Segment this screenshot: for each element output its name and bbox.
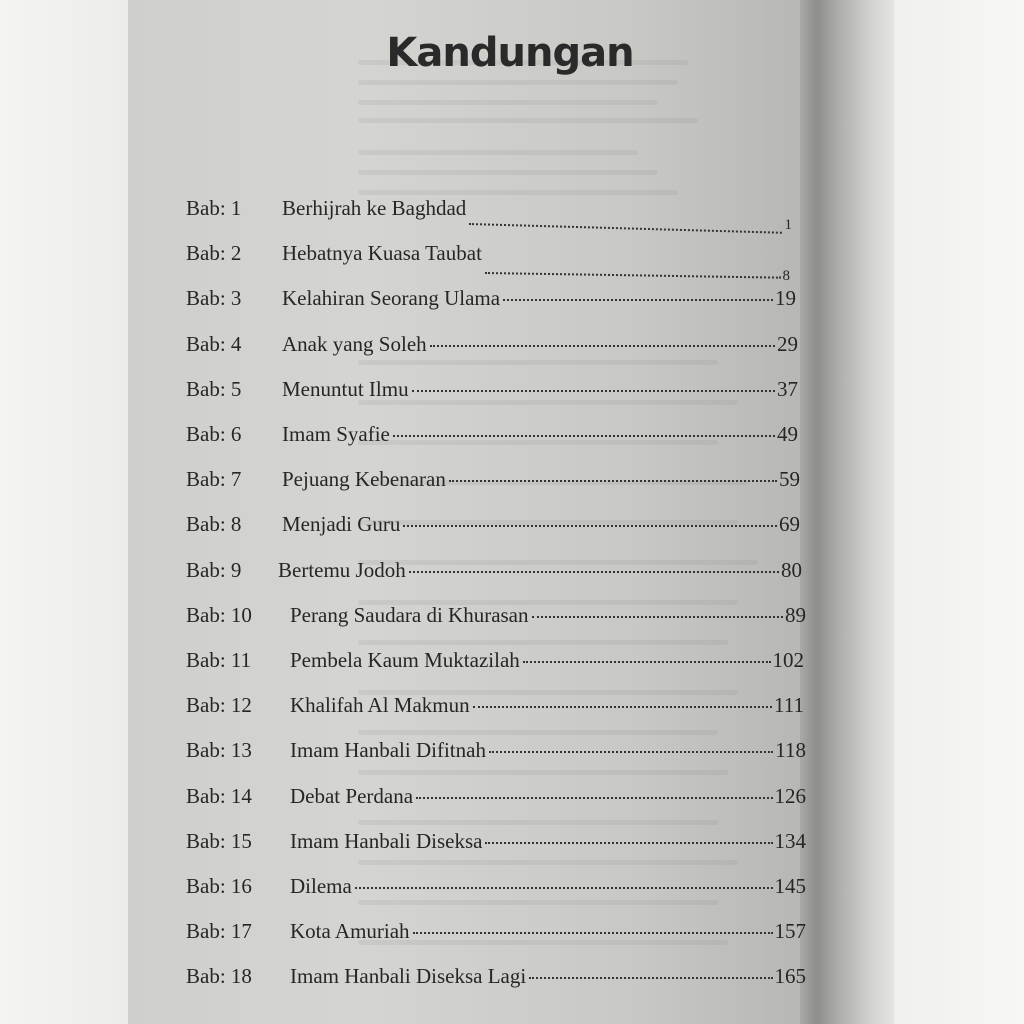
page-number: 145 xyxy=(774,874,806,898)
chapter-label: Bab: 14 xyxy=(186,783,252,808)
page-number: 49 xyxy=(777,422,798,446)
page-number: 29 xyxy=(777,331,798,356)
toc-row xyxy=(186,422,806,452)
chapter-title: Kota Amuriah xyxy=(290,919,410,944)
toc-row xyxy=(186,693,806,723)
dot-leader xyxy=(403,525,777,527)
chapter-title: Hebatnya Kuasa Taubat xyxy=(282,241,482,266)
chapter-label: Bab: 10 xyxy=(186,602,252,627)
page-number: 1 xyxy=(784,217,792,233)
bleed-through-line xyxy=(358,170,658,175)
toc-row xyxy=(186,919,806,949)
toc-row xyxy=(186,784,806,814)
toc-row xyxy=(186,829,806,859)
chapter-title: Pejuang Kebenaran xyxy=(282,467,446,492)
chapter-label: Bab: 5 xyxy=(186,376,242,401)
toc-row xyxy=(186,241,806,285)
chapter-label: Bab: 16 xyxy=(186,874,252,898)
toc-row xyxy=(186,377,806,407)
chapter-title: Imam Syafie xyxy=(282,422,390,446)
dot-leader xyxy=(489,751,773,753)
background-right xyxy=(894,0,1024,1024)
dot-leader xyxy=(485,842,772,844)
dot-leader xyxy=(416,797,772,799)
chapter-label: Bab: 4 xyxy=(186,331,242,356)
chapter-title: Bertemu Jodoh xyxy=(278,557,406,582)
toc-row xyxy=(186,648,806,678)
page-number: 89 xyxy=(785,602,806,627)
chapter-label: Bab: 18 xyxy=(186,964,252,989)
dot-leader xyxy=(473,706,772,708)
page-number: 126 xyxy=(774,783,806,808)
bleed-through-line xyxy=(358,730,718,735)
toc-row xyxy=(186,964,806,994)
page-number: 134 xyxy=(774,828,806,853)
chapter-title: Kelahiran Seorang Ulama xyxy=(282,286,501,311)
chapter-title: Khalifah Al Makmun xyxy=(290,693,470,718)
dot-leader xyxy=(532,616,783,618)
page-number: 59 xyxy=(779,467,800,492)
chapter-title: Imam Hanbali Difitnah xyxy=(290,738,486,763)
bleed-through-line xyxy=(358,820,718,825)
bleed-through-line xyxy=(358,190,678,195)
dot-leader xyxy=(355,887,773,889)
toc-row xyxy=(186,512,806,542)
toc-row xyxy=(186,558,806,588)
toc-row xyxy=(186,467,806,497)
chapter-label: Bab: 12 xyxy=(186,693,252,718)
dot-leader xyxy=(412,390,775,392)
chapter-label: Bab: 7 xyxy=(186,467,242,492)
toc-row xyxy=(186,738,806,768)
chapter-label: Bab: 13 xyxy=(186,738,252,763)
chapter-title: Imam Hanbali Diseksa xyxy=(290,828,483,853)
toc-row xyxy=(186,196,806,233)
dot-leader xyxy=(529,977,772,979)
chapter-label: Bab: 2 xyxy=(186,241,242,266)
page-number: 111 xyxy=(774,693,804,718)
dot-leader xyxy=(523,661,771,663)
bleed-through-line xyxy=(358,860,738,865)
dot-leader xyxy=(503,299,773,301)
toc-row xyxy=(186,874,806,904)
chapter-label: Bab: 3 xyxy=(186,286,242,311)
bleed-through-line xyxy=(358,150,638,155)
chapter-title: Anak yang Soleh xyxy=(282,331,427,356)
toc-row xyxy=(186,332,806,362)
bleed-through-line xyxy=(358,770,728,775)
chapter-label: Bab: 1 xyxy=(186,196,242,220)
dot-leader xyxy=(413,932,773,934)
page-number: 69 xyxy=(779,512,800,537)
page-number: 8 xyxy=(782,268,790,285)
chapter-label: Bab: 11 xyxy=(186,648,252,672)
page-number: 102 xyxy=(772,648,804,672)
page-number: 80 xyxy=(781,557,802,582)
bleed-through-line xyxy=(358,640,728,645)
chapter-title: Menjadi Guru xyxy=(282,512,401,537)
chapter-title: Dilema xyxy=(290,874,352,898)
dot-leader xyxy=(393,435,775,437)
dot-leader xyxy=(449,480,777,482)
page-number: 19 xyxy=(775,286,796,311)
chapter-label: Bab: 17 xyxy=(186,919,252,944)
chapter-title: Perang Saudara di Khurasan xyxy=(290,602,529,627)
page-number: 118 xyxy=(775,738,806,763)
page-number: 157 xyxy=(774,919,806,944)
dot-leader xyxy=(430,345,775,347)
page-title: Kandungan xyxy=(386,30,634,76)
book-gutter xyxy=(800,0,894,1024)
chapter-label: Bab: 9 xyxy=(186,557,242,582)
bleed-through-line xyxy=(358,118,698,123)
chapter-label: Bab: 15 xyxy=(186,828,252,853)
chapter-title: Berhijrah ke Baghdad xyxy=(282,196,467,220)
chapter-label: Bab: 8 xyxy=(186,512,242,537)
background-left xyxy=(0,0,128,1024)
chapter-title: Debat Perdana xyxy=(290,783,414,808)
chapter-title: Menuntut Ilmu xyxy=(282,376,409,401)
dot-leader xyxy=(409,571,779,573)
chapter-label: Bab: 6 xyxy=(186,422,242,446)
chapter-title: Pembela Kaum Muktazilah xyxy=(290,648,520,672)
toc-row xyxy=(186,286,806,316)
page-number: 37 xyxy=(777,376,798,401)
bleed-through-line xyxy=(358,100,658,105)
bleed-through-line xyxy=(358,80,678,85)
toc-row xyxy=(186,603,806,633)
page-number: 165 xyxy=(774,964,806,989)
chapter-title: Imam Hanbali Diseksa Lagi xyxy=(290,964,527,989)
